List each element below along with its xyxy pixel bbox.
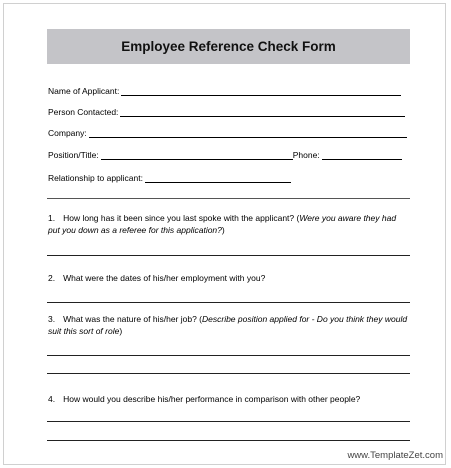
section-divider (47, 198, 410, 199)
form-title-bar (47, 29, 410, 64)
company-label: Company: (48, 128, 87, 138)
name-of-applicant-label: Name of Applicant: (48, 86, 120, 96)
question-1-italic: Were you aware they had put you down as a referee for this application? (48, 213, 397, 235)
question-4-number: 4. (48, 394, 56, 404)
company-row (48, 128, 407, 138)
question-2-text: What were the dates of his/her employment with you? (63, 273, 266, 283)
answer-line-3a[interactable] (47, 355, 410, 356)
answer-line-2[interactable] (47, 302, 410, 303)
question-3-number: 3. (48, 314, 56, 324)
question-3-italic: Describe position applied for - Do you think they would suit this sort of role (48, 314, 408, 336)
person-contacted-field[interactable] (120, 115, 405, 117)
relationship-label: Relationship to applicant: (48, 173, 143, 183)
question-3-tail: ) (119, 326, 123, 336)
relationship-field[interactable] (145, 181, 291, 183)
relationship-row (48, 173, 291, 183)
footer-watermark: www.TemplateZet.com (347, 450, 443, 461)
question-1 (48, 212, 410, 236)
position-phone-row (48, 150, 402, 160)
question-3-text: What was the nature of his/her job? ( (63, 314, 202, 324)
question-1-tail: ) (221, 225, 225, 235)
position-title-label: Position/Title: (48, 150, 99, 160)
question-4 (48, 393, 410, 405)
name-of-applicant-row (48, 86, 401, 96)
question-3 (48, 313, 410, 337)
name-of-applicant-field[interactable] (121, 94, 401, 96)
question-1-number: 1. (48, 213, 56, 223)
answer-line-1[interactable] (47, 255, 410, 256)
position-title-field[interactable] (101, 158, 293, 160)
question-1-text: How long has it been since you last spoke with the applicant? ( (63, 213, 300, 223)
question-4-text: How would you describe his/her performance in comparison with other people? (63, 394, 361, 404)
company-field[interactable] (89, 136, 407, 138)
person-contacted-label: Person Contacted: (48, 107, 119, 117)
question-2-number: 2. (48, 273, 56, 283)
phone-label: Phone: (292, 150, 320, 160)
question-2 (48, 272, 410, 284)
answer-line-4a[interactable] (47, 421, 410, 422)
form-title: Employee Reference Check Form (121, 39, 336, 54)
answer-line-3b[interactable] (47, 373, 410, 374)
phone-field[interactable] (322, 158, 402, 160)
answer-line-4b[interactable] (47, 440, 410, 441)
person-contacted-row (48, 107, 405, 117)
